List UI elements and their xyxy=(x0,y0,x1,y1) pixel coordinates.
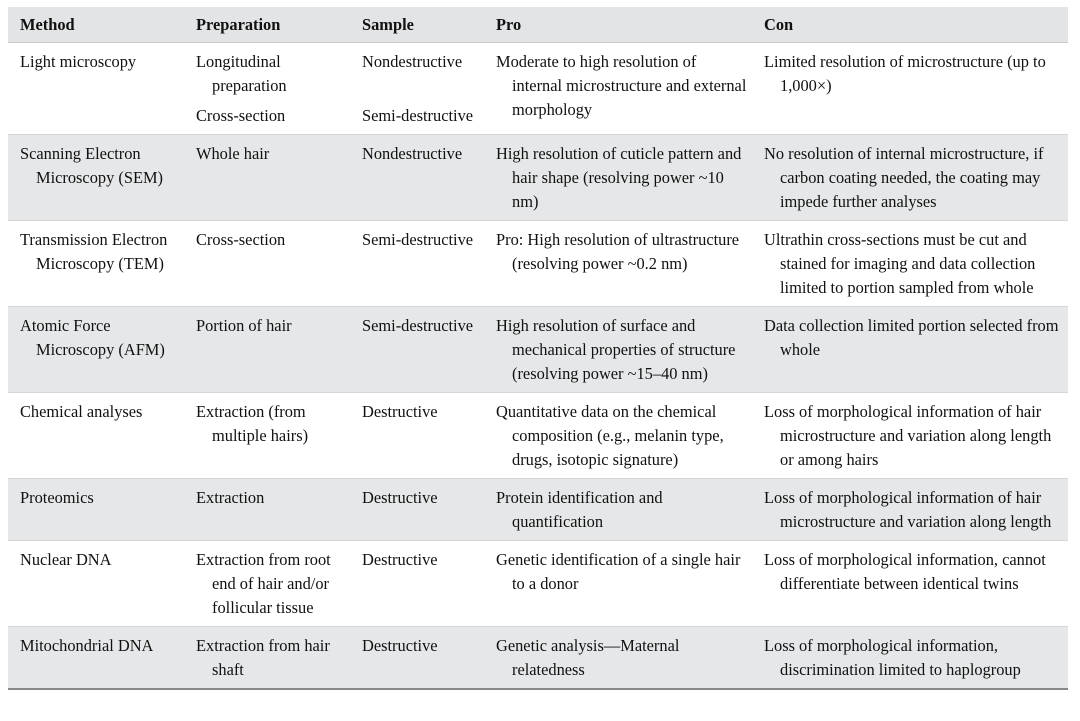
sample-text: Destructive xyxy=(362,402,438,421)
preparation-cell xyxy=(184,627,350,690)
method-cell xyxy=(8,541,184,627)
pro-text: Moderate to high resolution of internal microstructure and external morphology xyxy=(496,52,747,119)
table-row xyxy=(8,307,1068,393)
table-row xyxy=(8,43,1068,135)
con-cell xyxy=(752,135,1068,221)
preparation-text: Portion of hair xyxy=(196,316,292,335)
preparation-text: Cross-section xyxy=(196,106,286,125)
method-cell xyxy=(8,43,184,135)
table-row xyxy=(8,393,1068,479)
pro-cell xyxy=(484,43,752,135)
method-cell xyxy=(8,627,184,690)
pro-cell xyxy=(484,307,752,393)
con-cell xyxy=(752,479,1068,541)
preparation-cell xyxy=(184,541,350,627)
preparation-cell xyxy=(184,135,350,221)
preparation-text: Longitudinal preparation xyxy=(196,52,287,95)
sample-text: Destructive xyxy=(362,636,438,655)
sample-cell xyxy=(350,479,484,541)
table-row xyxy=(8,221,1068,307)
method-cell xyxy=(8,479,184,541)
pro-cell xyxy=(484,135,752,221)
method-text: Nuclear DNA xyxy=(20,550,112,569)
preparation-text: Cross-section xyxy=(196,230,286,249)
methods-table-container xyxy=(8,7,1068,690)
method-text: Light microscopy xyxy=(20,52,137,71)
con-text: Loss of morphological information, cannot differentiate between identical twins xyxy=(764,550,1046,593)
method-text: Transmission Electron Microscopy (TEM) xyxy=(20,230,168,273)
preparation-cell xyxy=(184,393,350,479)
sample-cell xyxy=(350,43,484,135)
con-text: Loss of morphological information of hair microstructure and variation along length or among hairs xyxy=(764,402,1052,469)
pro-text: Pro: High resolution of ultrastructure (resolving power ~0.2 nm) xyxy=(496,230,740,273)
con-text: Ultrathin cross-sections must be cut and stained for imaging and data collection limited to portion sampled from whole xyxy=(764,230,1036,297)
con-cell xyxy=(752,307,1068,393)
preparation-cell xyxy=(184,307,350,393)
con-text: No resolution of internal microstructure, if carbon coating needed, the coating may impede further analyses xyxy=(764,144,1044,211)
pro-text: Genetic analysis—Maternal relatedness xyxy=(496,636,680,679)
con-text: Loss of morphological information, discrimination limited to haplogroup xyxy=(764,636,1021,679)
pro-cell xyxy=(484,479,752,541)
pro-text: Genetic identification of a single hair to a donor xyxy=(496,550,741,593)
preparation-text: Extraction (from multiple hairs) xyxy=(196,402,309,445)
sample-cell xyxy=(350,627,484,690)
pro-text: High resolution of cuticle pattern and hair shape (resolving power ~10 nm) xyxy=(496,144,742,211)
sample-cell xyxy=(350,307,484,393)
sample-text: Semi-destructive xyxy=(362,106,474,125)
con-cell xyxy=(752,43,1068,135)
header-method: Method xyxy=(8,7,184,43)
method-cell xyxy=(8,135,184,221)
con-cell xyxy=(752,221,1068,307)
method-text: Mitochondrial DNA xyxy=(20,636,154,655)
preparation-cell xyxy=(184,479,350,541)
pro-text: Quantitative data on the chemical composition (e.g., melanin type, drugs, isotopic signature) xyxy=(496,402,724,469)
pro-cell xyxy=(484,627,752,690)
pro-cell xyxy=(484,541,752,627)
sample-text: Semi-destructive xyxy=(362,316,474,335)
pro-cell xyxy=(484,393,752,479)
method-cell xyxy=(8,221,184,307)
method-text: Scanning Electron Microscopy (SEM) xyxy=(20,144,164,187)
header-con: Con xyxy=(752,7,1068,43)
con-cell xyxy=(752,627,1068,690)
con-text: Data collection limited portion selected from whole xyxy=(764,316,1059,359)
table-row xyxy=(8,541,1068,627)
con-text: Loss of morphological information of hair microstructure and variation along length xyxy=(764,488,1052,531)
preparation-text: Extraction from root end of hair and/or follicular tissue xyxy=(196,550,331,617)
preparation-text: Extraction xyxy=(196,488,265,507)
sample-text: Destructive xyxy=(362,550,438,569)
preparation-cell xyxy=(184,221,350,307)
method-cell xyxy=(8,393,184,479)
header-sample: Sample xyxy=(350,7,484,43)
table-header-row xyxy=(8,7,1068,43)
method-text: Atomic Force Microscopy (AFM) xyxy=(20,316,165,359)
sample-text: Destructive xyxy=(362,488,438,507)
header-pro: Pro xyxy=(484,7,752,43)
sample-cell xyxy=(350,221,484,307)
header-preparation: Preparation xyxy=(184,7,350,43)
sample-cell xyxy=(350,541,484,627)
table-row xyxy=(8,627,1068,690)
sample-text: Nondestructive xyxy=(362,52,463,71)
preparation-cell xyxy=(184,43,350,135)
pro-cell xyxy=(484,221,752,307)
method-text: Proteomics xyxy=(20,488,94,507)
sample-cell xyxy=(350,393,484,479)
method-text: Chemical analyses xyxy=(20,402,143,421)
sample-cell xyxy=(350,135,484,221)
preparation-text: Whole hair xyxy=(196,144,270,163)
pro-text: High resolution of surface and mechanical properties of structure (resolving power ~15–40 nm) xyxy=(496,316,736,383)
method-cell xyxy=(8,307,184,393)
con-cell xyxy=(752,393,1068,479)
con-text: Limited resolution of microstructure (up to 1,000×) xyxy=(764,52,1046,95)
table-row xyxy=(8,479,1068,541)
con-cell xyxy=(752,541,1068,627)
hair-analysis-methods-table xyxy=(8,7,1068,690)
table-row xyxy=(8,135,1068,221)
preparation-text: Extraction from hair shaft xyxy=(196,636,330,679)
sample-text: Nondestructive xyxy=(362,144,463,163)
sample-text: Semi-destructive xyxy=(362,230,474,249)
pro-text: Protein identification and quantification xyxy=(496,488,663,531)
